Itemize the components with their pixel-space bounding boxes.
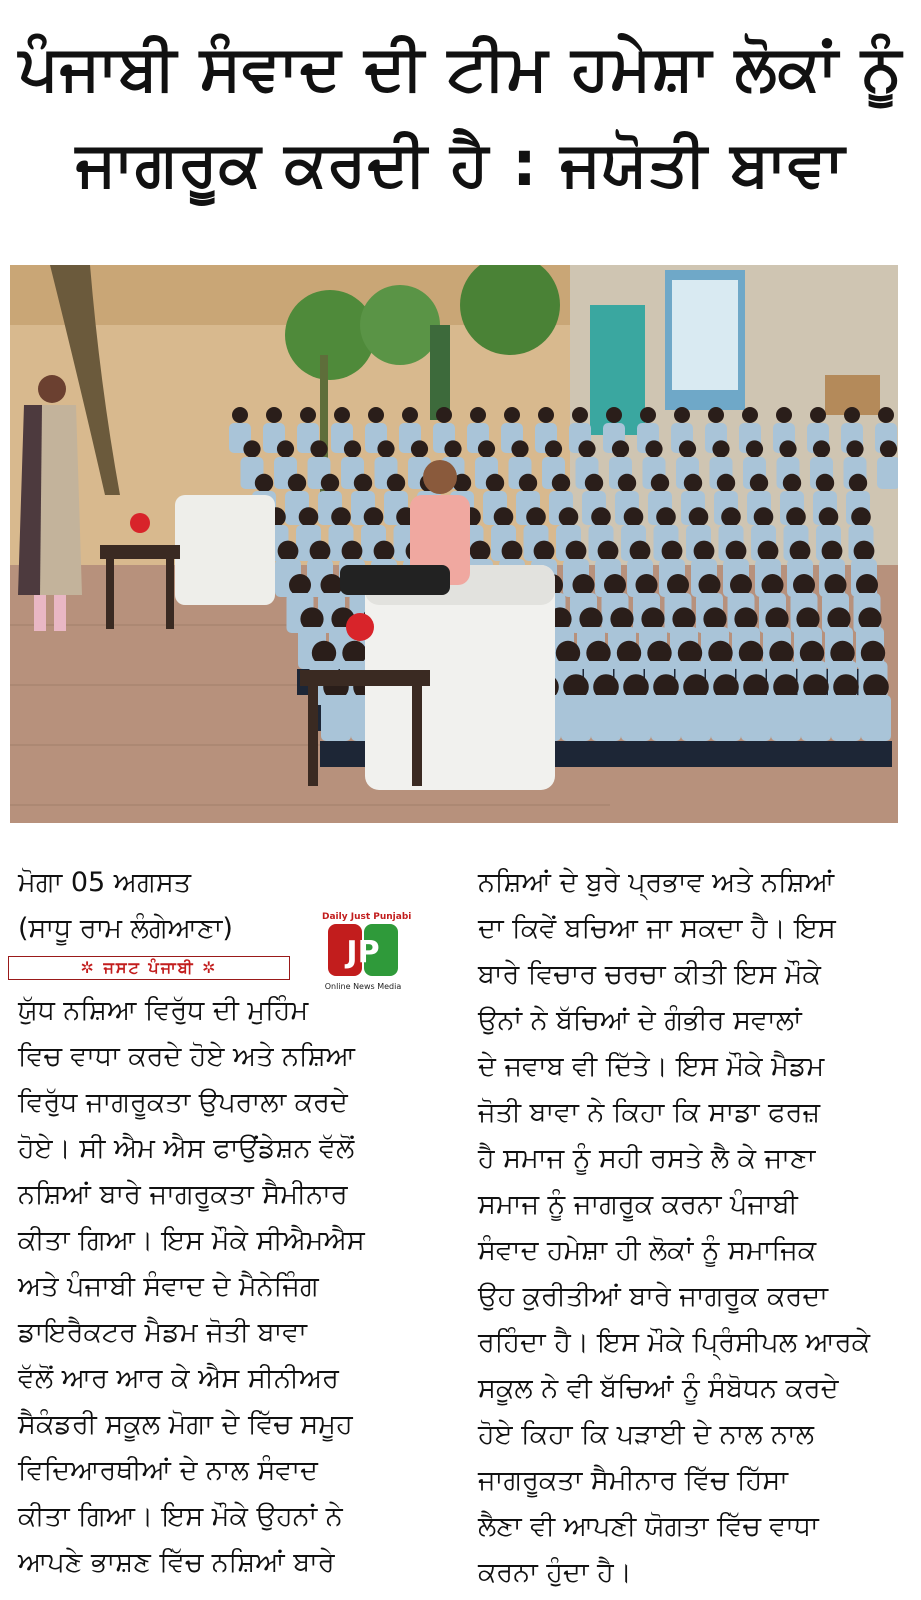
student-head — [552, 474, 570, 492]
student-head — [854, 541, 875, 562]
student-head — [786, 507, 806, 527]
student-head — [636, 574, 658, 596]
student-head — [387, 474, 405, 492]
article-line: ਕਰਨਾ ਹੁੰਦਾ ਹੈ। — [478, 1557, 632, 1588]
student-head — [299, 507, 319, 527]
student-head — [436, 407, 452, 423]
student-head — [783, 474, 801, 492]
article-line: ਅਤੇ ਪੰਜਾਬੀ ਸੰਵਾਦ ਦੇ ਮੈਨੇਜਿੰਗ — [18, 1271, 319, 1302]
student-head — [699, 574, 721, 596]
student-body — [591, 695, 621, 741]
student-head — [321, 474, 339, 492]
student-head — [266, 407, 282, 423]
student-head — [278, 541, 299, 562]
article-line: ਜਾਗਰੂਕਤਾ ਸੈਮੀਨਾਰ ਵਿੱਚ ਹਿੱਸਾ — [478, 1465, 789, 1496]
student-head — [511, 440, 528, 457]
student-head — [746, 440, 763, 457]
student-head — [573, 574, 595, 596]
article-line: ਵਿਚ ਵਾਧਾ ਕਰਦੇ ਹੋਏ ਅਤੇ ਨਸ਼ਿਆ — [18, 1041, 356, 1072]
student-head — [494, 507, 514, 527]
student-head — [364, 507, 384, 527]
student-head — [645, 440, 662, 457]
jp-logo-mark — [322, 922, 404, 978]
student-head — [662, 541, 683, 562]
student-head — [790, 541, 811, 562]
student-head — [300, 407, 316, 423]
article-line: ਕੀਤਾ ਗਿਆ। ਇਸ ਮੌਕੇ ਸੀਐਮਐਸ — [18, 1225, 365, 1256]
student-body — [771, 695, 801, 741]
article-line: ਸੈਕੰਡਰੀ ਸਕੂਲ ਮੋਗਾ ਦੇ ਵਿੱਚ ਸਮੂਹ — [18, 1409, 353, 1440]
student-body — [681, 695, 711, 741]
student-head — [844, 407, 860, 423]
student-head — [730, 574, 752, 596]
student-skirt — [770, 741, 802, 767]
student-head — [411, 440, 428, 457]
article-line: ਬਾਰੇ ਵਿਚਾਰ ਚਰਚਾ ਕੀਤੀ ਇਸ ਮੌਕੇ — [478, 959, 821, 990]
student-head — [444, 440, 461, 457]
student-head — [534, 541, 555, 562]
student-head — [255, 474, 273, 492]
student-head — [334, 407, 350, 423]
student-head — [502, 541, 523, 562]
article-line: ਹੋਏ ਕਿਹਾ ਕਿ ਪੜਾਈ ਦੇ ਨਾਲ ਨਾਲ — [478, 1419, 814, 1450]
student-skirt — [830, 741, 862, 767]
student-head — [310, 440, 327, 457]
student-body — [741, 695, 771, 741]
credit-bar: ✲ ਜਸਟ ਪੰਜਾਬੀ ✲ — [8, 956, 290, 980]
student-head — [606, 407, 622, 423]
student-head — [750, 474, 768, 492]
student-head — [470, 407, 486, 423]
student-head — [721, 507, 741, 527]
student-head — [321, 574, 343, 596]
headline-line-1: ਪੰਜਾਬੀ ਸੰਵਾਦ ਦੀ ਟੀਮ ਹਮੇਸ਼ਾ ਲੋਕਾਂ ਨੂੰ — [18, 31, 903, 104]
student-head — [289, 574, 311, 596]
student-head — [572, 407, 588, 423]
student-head — [624, 507, 644, 527]
student-head — [342, 541, 363, 562]
student-head — [667, 574, 689, 596]
student-head — [519, 474, 537, 492]
student-head — [810, 407, 826, 423]
article-line: ਕੀਤਾ ਗਿਆ। ਇਸ ਮੌਕੇ ਉਹਨਾਂ ਨੇ — [18, 1501, 343, 1532]
student-head — [684, 474, 702, 492]
dateline-reporter: (ਸਾਧੂ ਰਾਮ ਲੰਗੇਆਣਾ) — [18, 913, 233, 944]
student-head — [819, 507, 839, 527]
student-body — [711, 695, 741, 741]
student-head — [504, 407, 520, 423]
student-head — [656, 507, 676, 527]
article-line: ਵਿਦਿਆਰਥੀਆਂ ਦੇ ਨਾਲ ਸੰਵਾਦ — [18, 1455, 318, 1486]
student-body — [861, 695, 891, 741]
student-head — [243, 440, 260, 457]
student-head — [880, 440, 897, 457]
student-head — [612, 440, 629, 457]
student-head — [578, 440, 595, 457]
student-skirt — [320, 741, 352, 767]
student-body — [831, 695, 861, 741]
student-head — [232, 407, 248, 423]
article-line: ਉਹ ਕੁਰੀਤੀਆਂ ਬਾਰੇ ਜਾਗਰੂਕ ਕਰਦਾ — [478, 1281, 828, 1312]
student-skirt — [680, 741, 712, 767]
student-head — [310, 541, 331, 562]
student-head — [651, 474, 669, 492]
student-skirt — [800, 741, 832, 767]
student-head — [402, 407, 418, 423]
article-line: ਡਾਇਰੈਕਟਰ ਮੈਡਮ ਜੋਤੀ ਬਾਵਾ — [18, 1317, 307, 1348]
student-body — [801, 695, 831, 741]
student-head — [726, 541, 747, 562]
student-head — [545, 440, 562, 457]
student-body — [621, 695, 651, 741]
student-head — [813, 440, 830, 457]
student-head — [538, 407, 554, 423]
article-line: ਸਕੂਲ ਨੇ ਵੀ ਬੱਚਿਆਂ ਨੂੰ ਸੰਬੋਧਨ ਕਰਦੇ — [478, 1373, 839, 1404]
student-head — [368, 407, 384, 423]
article-line: ਵੱਲੋਂ ਆਰ ਆਰ ਕੇ ਐਸ ਸੀਨੀਅਰ — [18, 1363, 339, 1394]
student-head — [277, 440, 294, 457]
logo-top-text: Daily Just Punjabi — [322, 912, 412, 922]
article-column-right — [478, 860, 903, 1596]
student-head — [856, 574, 878, 596]
student-skirt — [560, 741, 592, 767]
article-line: ਉਨਾਂ ਨੇ ਬੱਚਿਆਂ ਦੇ ਗੰਭੀਰ ਸਵਾਲਾਂ — [478, 1005, 802, 1036]
article-line: ਆਪਣੇ ਭਾਸ਼ਣ ਵਿੱਚ ਨਸ਼ਿਆਂ ਬਾਰੇ — [18, 1547, 335, 1578]
student-head — [526, 507, 546, 527]
student-head — [374, 541, 395, 562]
headline — [0, 20, 921, 212]
student-head — [708, 407, 724, 423]
dateline-place-date: ਮੋਗਾ 05 ਅਗਸਤ — [18, 867, 192, 898]
student-head — [689, 507, 709, 527]
student-head — [712, 440, 729, 457]
article-line: ਨਸ਼ਿਆਂ ਬਾਰੇ ਜਾਗਰੂਕਤਾ ਸੈਮੀਨਾਰ — [18, 1179, 348, 1210]
student-head — [679, 440, 696, 457]
article-line: ਦਾ ਕਿਵੇਂ ਬਚਿਆ ਜਾ ਸਕਦਾ ਹੈ। ਇਸ — [478, 913, 836, 944]
student-head — [776, 407, 792, 423]
student-body — [651, 695, 681, 741]
article-line: ਸਮਾਜ ਨੂੰ ਜਾਗਰੂਕ ਕਰਨਾ ਪੰਜਾਬੀ — [478, 1189, 798, 1220]
student-head — [717, 474, 735, 492]
student-head — [674, 407, 690, 423]
student-head — [566, 541, 587, 562]
student-head — [793, 574, 815, 596]
article-line: ਸੰਵਾਦ ਹਮੇਸ਼ਾ ਹੀ ਲੋਕਾਂ ਨੂੰ ਸਮਾਜਿਕ — [478, 1235, 817, 1266]
student-skirt — [740, 741, 772, 767]
student-skirt — [620, 741, 652, 767]
student-body — [561, 695, 591, 741]
news-logo — [322, 912, 412, 991]
student-head — [762, 574, 784, 596]
student-head — [591, 507, 611, 527]
student-body — [321, 695, 351, 741]
article-line: ਵਿਰੁੱਧ ਜਾਗਰੂਕਤਾ ਉਪਰਾਲਾ ਕਰਦੇ — [18, 1087, 348, 1118]
logo-mark-text: JP — [346, 935, 380, 970]
student-head — [585, 474, 603, 492]
student-head — [344, 440, 361, 457]
student-head — [742, 407, 758, 423]
article-line: ਹੈ ਸਮਾਜ ਨੂੰ ਸਹੀ ਰਸਤੇ ਲੈ ਕੇ ਜਾਣਾ — [478, 1143, 816, 1174]
student-head — [288, 474, 306, 492]
student-skirt — [590, 741, 622, 767]
logo-bottom-text: Online News Media — [324, 982, 402, 991]
student-head — [354, 474, 372, 492]
student-head — [478, 440, 495, 457]
student-head — [849, 474, 867, 492]
student-head — [470, 541, 491, 562]
headline-line-2: ਜਾਗਰੂਕ ਕਰਦੀ ਹੈ : ਜਯੋਤੀ ਬਾਵਾ — [75, 127, 846, 200]
student-head — [754, 507, 774, 527]
student-head — [559, 507, 579, 527]
student-head — [618, 474, 636, 492]
student-head — [851, 507, 871, 527]
seminar-photo — [10, 265, 898, 823]
article-column-left — [18, 988, 438, 1586]
student-head — [694, 541, 715, 562]
article-line: ਨਸ਼ਿਆਂ ਦੇ ਬੁਰੇ ਪ੍ਰਭਾਵ ਅਤੇ ਨਸ਼ਿਆਂ — [478, 867, 835, 898]
student-head — [758, 541, 779, 562]
dateline — [18, 860, 233, 952]
student-head — [779, 440, 796, 457]
article-line: ਰਹਿੰਦਾ ਹੈ। ਇਸ ਮੌਕੇ ਪ੍ਰਿੰਸੀਪਲ ਆਰਕੇ — [478, 1327, 871, 1358]
student-head — [598, 541, 619, 562]
student-head — [604, 574, 626, 596]
student-head — [825, 574, 847, 596]
student-head — [878, 407, 894, 423]
student-head — [816, 474, 834, 492]
student-skirt — [860, 741, 892, 767]
article-line: ਲੈਣਾ ਵੀ ਆਪਣੀ ਯੋਗਤਾ ਵਿੱਚ ਵਾਧਾ — [478, 1511, 819, 1542]
student-head — [331, 507, 351, 527]
article-line: ਦੇ ਜਵਾਬ ਵੀ ਦਿੱਤੇ। ਇਸ ਮੌਕੇ ਮੈਡਮ — [478, 1051, 825, 1082]
student-head — [377, 440, 394, 457]
article-line: ਜੋਤੀ ਬਾਵਾ ਨੇ ਕਿਹਾ ਕਿ ਸਾਡਾ ਫਰਜ਼ — [478, 1097, 821, 1128]
student-head — [486, 474, 504, 492]
article-line: ਹੋਏ। ਸੀ ਐਮ ਐਸ ਫਾਉਂਡੇਸ਼ਨ ਵੱਲੋਂ — [18, 1133, 355, 1164]
student-head — [846, 440, 863, 457]
student-skirt — [710, 741, 742, 767]
student-head — [630, 541, 651, 562]
student-body — [877, 457, 898, 489]
article-line: ਯੁੱਧ ਨਸ਼ਿਆ ਵਿਰੁੱਧ ਦੀ ਮੁਹਿੰਮ — [18, 995, 309, 1026]
student-skirt — [650, 741, 682, 767]
student-head — [822, 541, 843, 562]
student-head — [640, 407, 656, 423]
